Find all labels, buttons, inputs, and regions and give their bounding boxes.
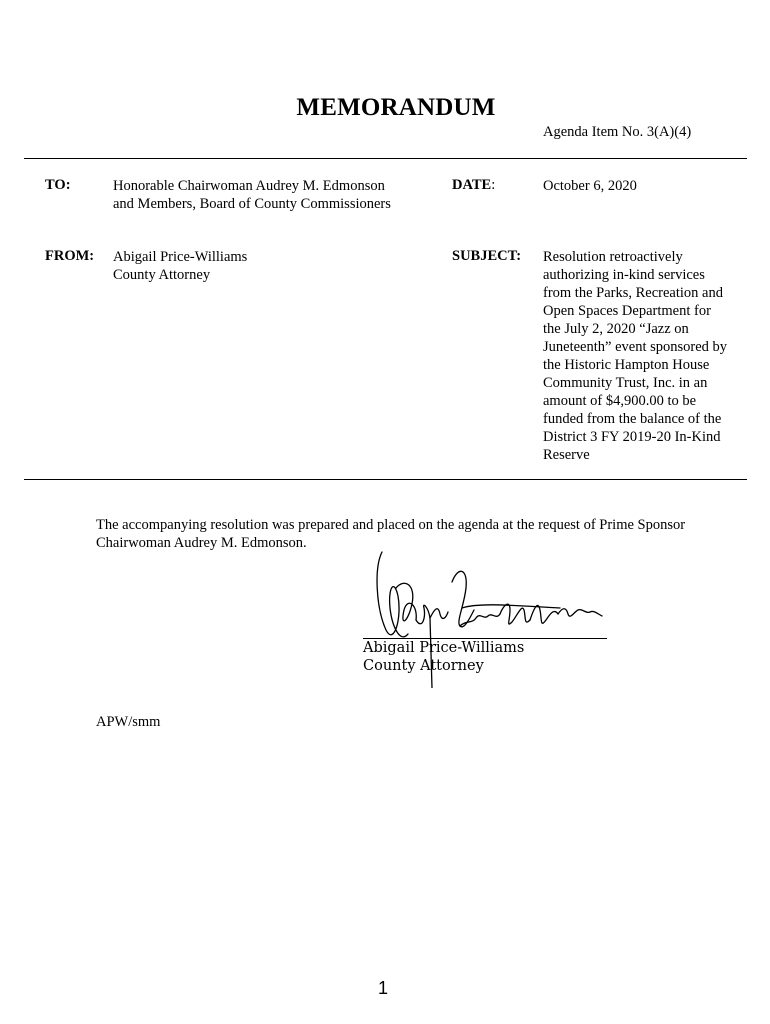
date-value: October 6, 2020 — [543, 178, 637, 194]
body-paragraph: The accompanying resolution was prepared and placed on the agenda at the request of Prime Sponsor Chairwoman Audrey M. Edmonson. — [96, 517, 686, 551]
date-colon: : — [491, 177, 496, 193]
typist-initials: APW/smm — [96, 714, 161, 730]
signature-line — [363, 638, 607, 639]
subject-value: Resolution retroactively authorizing in-kind services from the Parks, Recreation and Open Spaces Department for the July 2, 2020 “Jazz on Juneteenth” event sponsored by the Historic Hampton House Community Trust, Inc. in an amount of $4,900.00 to be funded from the balance of the District 3 FY 2019-20 In-Kind Reserve — [543, 249, 728, 463]
date-label: DATE — [452, 177, 492, 193]
page-number: 1 — [377, 978, 388, 998]
memo-title: MEMORANDUM — [296, 94, 496, 121]
to-label: TO: — [45, 177, 71, 193]
date-label-group — [452, 177, 495, 194]
signatory-name: Abigail Price-Williams — [363, 640, 525, 656]
subject-label: SUBJECT: — [452, 248, 522, 264]
from-value: Abigail Price-Williams County Attorney — [113, 249, 248, 283]
from-label: FROM: — [45, 248, 95, 264]
top-divider — [24, 158, 747, 159]
bottom-divider — [24, 479, 747, 480]
agenda-item-number: Agenda Item No. 3(A)(4) — [543, 124, 692, 140]
signatory-title: County Attorney — [363, 658, 484, 674]
to-value: Honorable Chairwoman Audrey M. Edmonson and Members, Board of County Commissioners — [113, 178, 391, 212]
